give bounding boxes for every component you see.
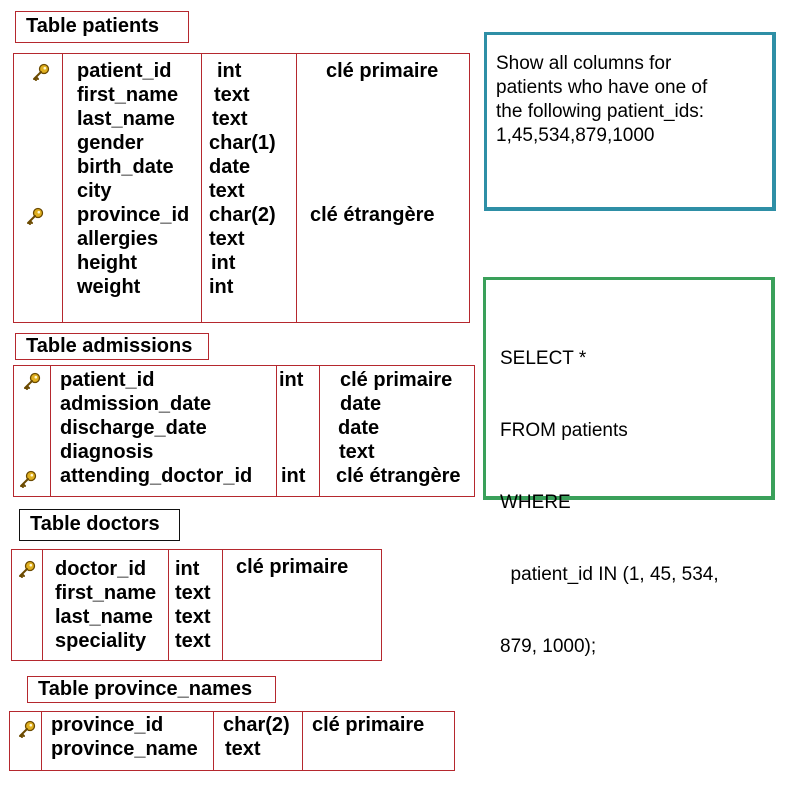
key-icon — [17, 720, 37, 740]
province-names-column-types: char(2) text — [223, 714, 290, 760]
patients-title: Table patients — [15, 11, 189, 43]
province-names-table — [9, 711, 455, 771]
admissions-column-names: patient_id admission_date discharge_date diagnosis attending_doctor_id — [60, 369, 253, 487]
doctors-table — [11, 549, 382, 661]
doctors-primary-key-label: clé primaire — [236, 556, 349, 578]
patients-foreign-key-label: clé étrangère — [310, 204, 435, 226]
province-names-title: Table province_names — [27, 676, 276, 703]
province-names-column-names: province_id province_name — [51, 714, 198, 760]
question-box — [484, 32, 776, 211]
admissions-type-int: int — [281, 465, 306, 487]
sql-answer-text: SELECT * FROM patients WHERE patient_id IN (1, 45, 534, 879, 1000); — [500, 348, 719, 657]
admissions-title: Table admissions — [15, 333, 209, 360]
admissions-foreign-key-label: clé étrangère — [336, 465, 461, 487]
patients-column-types: int text text char(1) date text char(2) text int int — [209, 60, 276, 298]
admissions-type-int: int — [279, 369, 304, 391]
key-icon — [22, 372, 42, 392]
patients-primary-key-label: clé primaire — [326, 60, 439, 82]
doctors-column-types: int text text text — [175, 558, 211, 652]
key-icon — [31, 63, 51, 83]
province-names-primary-key-label: clé primaire — [312, 714, 425, 736]
question-text: Show all columns for patients who have one of the following patient_ids: 1,45,534,879,1000 — [496, 53, 708, 146]
admissions-table — [13, 365, 475, 497]
key-icon — [18, 470, 38, 490]
doctors-title: Table doctors — [19, 509, 180, 541]
admissions-primary-key-label: clé primaire — [340, 369, 453, 391]
doctors-column-names: doctor_id first_name last_name speciality — [55, 558, 157, 652]
admissions-date-types: date date text — [338, 393, 382, 463]
key-icon — [17, 560, 37, 580]
key-icon — [25, 207, 45, 227]
patients-column-names: patient_id first_name last_name gender birth_date city province_id allergies height weight — [77, 60, 190, 298]
answer-box — [483, 277, 775, 657]
patients-table — [13, 53, 470, 323]
